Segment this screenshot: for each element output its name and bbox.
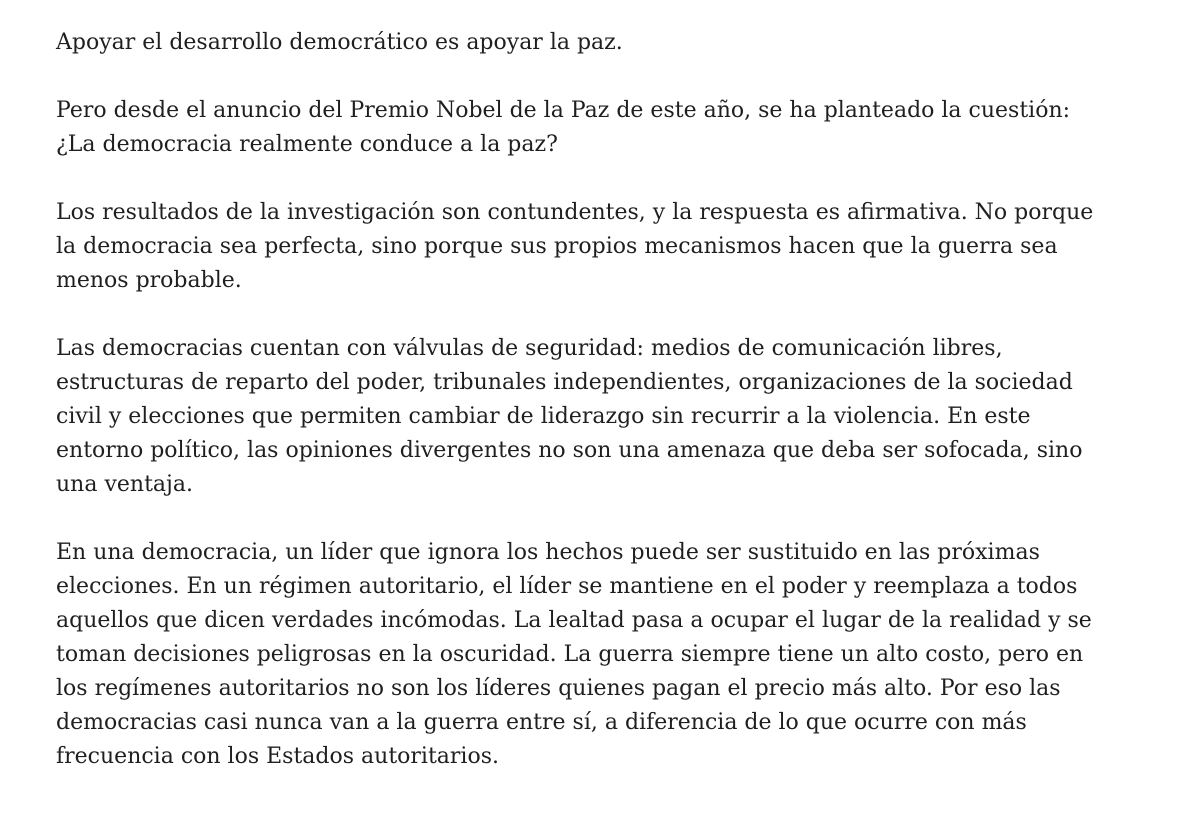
paragraph-1	[56, 26, 1166, 60]
paragraph-3	[56, 196, 1166, 298]
text-line: toman decisiones peligrosas en la oscuridad. La guerra siempre tiene un alto costo, pero en	[56, 642, 1084, 667]
text-line: frecuencia con los Estados autoritarios.	[56, 744, 499, 769]
article-body	[56, 26, 1166, 774]
text-line: Las democracias cuentan con válvulas de seguridad: medios de comunicación libres,	[56, 336, 1003, 361]
text-line: elecciones. En un régimen autoritario, el líder se mantiene en el poder y reemplaza a todos	[56, 574, 1078, 599]
text-line: Apoyar el desarrollo democrático es apoyar la paz.	[56, 30, 623, 55]
text-line: En una democracia, un líder que ignora los hechos puede ser sustituido en las próximas	[56, 540, 1040, 565]
text-line: democracias casi nunca van a la guerra entre sí, a diferencia de lo que ocurre con más	[56, 710, 1027, 735]
text-line: aquellos que dicen verdades incómodas. La lealtad pasa a ocupar el lugar de la realidad y se	[56, 608, 1092, 633]
text-line: la democracia sea perfecta, sino porque sus propios mecanismos hacen que la guerra sea	[56, 234, 1058, 259]
text-line: entorno político, las opiniones divergentes no son una amenaza que deba ser sofocada, sino	[56, 438, 1083, 463]
text-line: civil y elecciones que permiten cambiar de liderazgo sin recurrir a la violencia. En este	[56, 404, 1031, 429]
paragraph-4	[56, 332, 1166, 502]
text-line: una ventaja.	[56, 472, 193, 497]
paragraph-5	[56, 536, 1166, 774]
text-line: Los resultados de la investigación son contundentes, y la respuesta es afirmativa. No porque	[56, 200, 1094, 225]
paragraph-2	[56, 94, 1166, 162]
text-line: menos probable.	[56, 268, 242, 293]
text-line: los regímenes autoritarios no son los líderes quienes pagan el precio más alto. Por eso las	[56, 676, 1061, 701]
text-line: estructuras de reparto del poder, tribunales independientes, organizaciones de la sociedad	[56, 370, 1073, 395]
text-line: Pero desde el anuncio del Premio Nobel de la Paz de este año, se ha planteado la cuestión:	[56, 98, 1071, 123]
text-line: ¿La democracia realmente conduce a la paz?	[56, 132, 558, 157]
